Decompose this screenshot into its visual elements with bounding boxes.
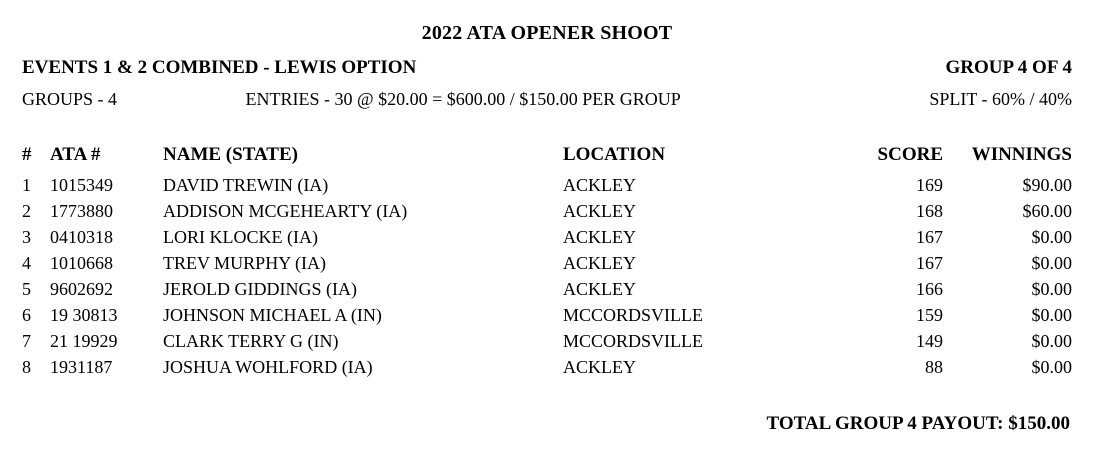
table-row [22,303,1072,329]
table-row [22,251,1072,277]
results-table [22,144,1072,381]
cell-winnings: $0.00 [1031,357,1072,377]
column-header-name: NAME (STATE) [163,144,298,165]
cell-rank: 7 [22,331,31,351]
table-row [22,225,1072,251]
cell-rank: 3 [22,227,31,247]
groups-count: GROUPS - 4 [22,89,118,109]
cell-name: LORI KLOCKE (IA) [163,227,318,247]
cell-name: JEROLD GIDDINGS (IA) [163,279,357,299]
entries-summary: ENTRIES - 30 @ $20.00 = $600.00 / $150.00 PER GROUP [245,89,681,109]
column-header-ata: ATA # [50,144,101,165]
cell-winnings: $90.00 [1022,175,1072,195]
cell-ata: 0410318 [50,227,113,247]
cell-rank: 8 [22,357,31,377]
cell-score: 159 [916,305,943,325]
table-row [22,199,1072,225]
cell-location: ACKLEY [563,227,636,247]
table-row [22,173,1072,199]
cell-rank: 1 [22,175,31,195]
cell-ata: 1015349 [50,175,113,195]
cell-location: ACKLEY [563,175,636,195]
cell-score: 149 [916,331,943,351]
cell-name: DAVID TREWIN (IA) [163,175,329,195]
cell-rank: 5 [22,279,31,299]
cell-ata: 1010668 [50,253,113,273]
cell-score: 88 [925,357,943,377]
cell-score: 169 [916,175,943,195]
cell-ata: 1931187 [50,357,113,377]
cell-rank: 6 [22,305,31,325]
summary-row [22,89,1072,110]
table-row [22,329,1072,355]
cell-name: JOSHUA WOHLFORD (IA) [163,357,373,377]
cell-ata: 21 19929 [50,331,118,351]
column-header-score: SCORE [877,144,943,165]
column-header-winnings: WINNINGS [971,144,1072,165]
cell-score: 166 [916,279,943,299]
total-payout: TOTAL GROUP 4 PAYOUT: $150.00 [766,413,1070,434]
cell-name: CLARK TERRY G (IN) [163,331,339,351]
cell-location: ACKLEY [563,253,636,273]
cell-winnings: $60.00 [1022,201,1072,221]
split-summary: SPLIT - 60% / 40% [929,89,1072,109]
cell-location: ACKLEY [563,279,636,299]
cell-location: ACKLEY [563,201,636,221]
event-title: EVENTS 1 & 2 COMBINED - LEWIS OPTION [22,57,417,78]
table-row [22,355,1072,381]
cell-winnings: $0.00 [1031,331,1072,351]
cell-winnings: $0.00 [1031,279,1072,299]
cell-rank: 2 [22,201,31,221]
cell-location: MCCORDSVILLE [563,331,704,351]
cell-location: ACKLEY [563,357,636,377]
table-header-row [22,144,1072,173]
cell-score: 167 [916,253,943,273]
cell-winnings: $0.00 [1031,305,1072,325]
cell-score: 167 [916,227,943,247]
group-indicator: GROUP 4 OF 4 [945,57,1072,78]
cell-rank: 4 [22,253,31,273]
cell-score: 168 [916,201,943,221]
column-header-rank: # [22,144,32,165]
cell-name: JOHNSON MICHAEL A (IN) [163,305,382,325]
event-header-row [22,57,1072,79]
cell-ata: 9602692 [50,279,113,299]
column-header-location: LOCATION [563,144,666,165]
cell-winnings: $0.00 [1031,227,1072,247]
cell-ata: 1773880 [50,201,113,221]
cell-winnings: $0.00 [1031,253,1072,273]
cell-location: MCCORDSVILLE [563,305,704,325]
cell-name: ADDISON MCGEHEARTY (IA) [163,201,408,221]
table-row [22,277,1072,303]
cell-ata: 19 30813 [50,305,118,325]
page-title: 2022 ATA OPENER SHOOT [421,22,673,44]
cell-name: TREV MURPHY (IA) [163,253,327,273]
